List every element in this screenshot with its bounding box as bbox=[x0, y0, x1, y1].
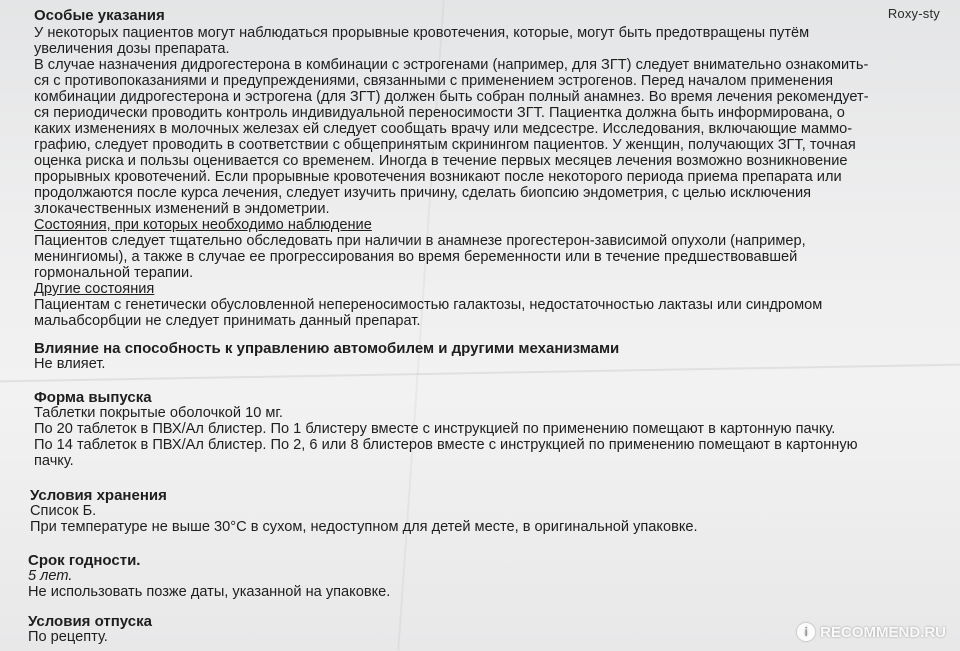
text-line: продолжаются после курса лечения, следует изучить причину, сделать биопсию эндометрия, с целью исключения bbox=[34, 185, 812, 201]
text-line: По рецепту. bbox=[28, 629, 108, 645]
text-line: оценка риска и пользы оценивается со временем. Иногда в течение первых месяцев лечения возможно возникновение bbox=[34, 153, 848, 169]
text-line: Не влияет. bbox=[34, 356, 106, 372]
text-line: Не использовать позже даты, указанной на упаковке. bbox=[28, 584, 391, 600]
text-line: Список Б. bbox=[30, 503, 97, 519]
section-heading-driving: Влияние на способность к управлению автомобилем и другими механизмами bbox=[34, 340, 620, 357]
text-line: мальабсорбции не следует принимать данный препарат. bbox=[34, 313, 421, 329]
text-line: У некоторых пациентов могут наблюдаться прорывные кровотечения, которые, могут быть предотвращены путём bbox=[34, 25, 810, 41]
text-line: По 20 таблеток в ПВХ/Ал блистер. По 1 блистеру вместе с инструкцией по применению помещают в картонную пачку. bbox=[34, 421, 836, 437]
section-heading-special: Особые указания bbox=[34, 7, 165, 24]
watermark-site bbox=[797, 623, 946, 641]
section-heading-dispensing: Условия отпуска bbox=[28, 613, 152, 630]
text-line: Пациентам с генетически обусловленной непереносимостью галактозы, недостаточностью лактазы или синдромом bbox=[34, 297, 823, 313]
text-line: По 14 таблеток в ПВХ/Ал блистер. По 2, 6 или 8 блистеров вместе с инструкцией по применению помещают в картонную bbox=[34, 437, 858, 453]
section-heading-form: Форма выпуска bbox=[34, 389, 152, 406]
section-heading-storage: Условия хранения bbox=[30, 487, 167, 504]
text-line: каких изменениях в молочных железах ей следует сообщать врачу или медсестре. Исследования, включающие маммо- bbox=[34, 121, 853, 137]
text-line: менингиомы), а также в случае ее прогрессирования во время беременности или в течение предшествовавшей bbox=[34, 249, 798, 265]
text-line: При температуре не выше 30°С в сухом, недоступном для детей месте, в оригинальной упаковке. bbox=[30, 519, 698, 535]
watermark-username: Roxy-sty bbox=[887, 6, 940, 21]
text-line: В случае назначения дидрогестерона в комбинации с эстрогенами (например, для ЗГТ) следует внимательно ознакомить- bbox=[34, 57, 869, 73]
recommend-logo-icon: i bbox=[797, 623, 815, 641]
text-line: комбинации дидрогестерона и эстрогена (для ЗГТ) должен быть собран полный анамнез. Во время лечения рекомендует- bbox=[34, 89, 869, 105]
text-line: злокачественных изменений в эндометрии. bbox=[34, 201, 330, 217]
section-heading-shelf-life: Срок годности. bbox=[28, 552, 141, 569]
text-line: ся с противопоказаниями и предупреждениями, связанными с применением эстрогенов. Перед началом применения bbox=[34, 73, 834, 89]
subsection-heading-other: Другие состояния bbox=[34, 281, 155, 297]
text-line: 5 лет. bbox=[28, 568, 73, 584]
text-line: Таблетки покрытые оболочкой 10 мг. bbox=[34, 405, 283, 421]
text-line: Пациентов следует тщательно обследовать при наличии в анамнезе прогестерон-зависимой опухоли (например, bbox=[34, 233, 806, 249]
text-line: графию, следует проводить в соответствии с общепринятым скринингом пациентов. У женщин, получающих ЗГТ, точная bbox=[34, 137, 856, 153]
text-line: гормональной терапии. bbox=[34, 265, 194, 281]
text-line: пачку. bbox=[34, 453, 74, 469]
text-line: ся периодически проводить контроль индивидуальной переносимости ЗГТ. Пациентка должна быть информирована, о bbox=[34, 105, 845, 121]
text-line: увеличения дозы препарата. bbox=[34, 41, 230, 57]
watermark-site-label: RECOMMEND.RU bbox=[820, 623, 946, 641]
subsection-heading-observation: Состояния, при которых необходимо наблюдение bbox=[34, 217, 372, 233]
text-line: прорывных кровотечений. Если прорывные кровотечения возникают после некоторого периода приема препарата или bbox=[34, 169, 842, 185]
